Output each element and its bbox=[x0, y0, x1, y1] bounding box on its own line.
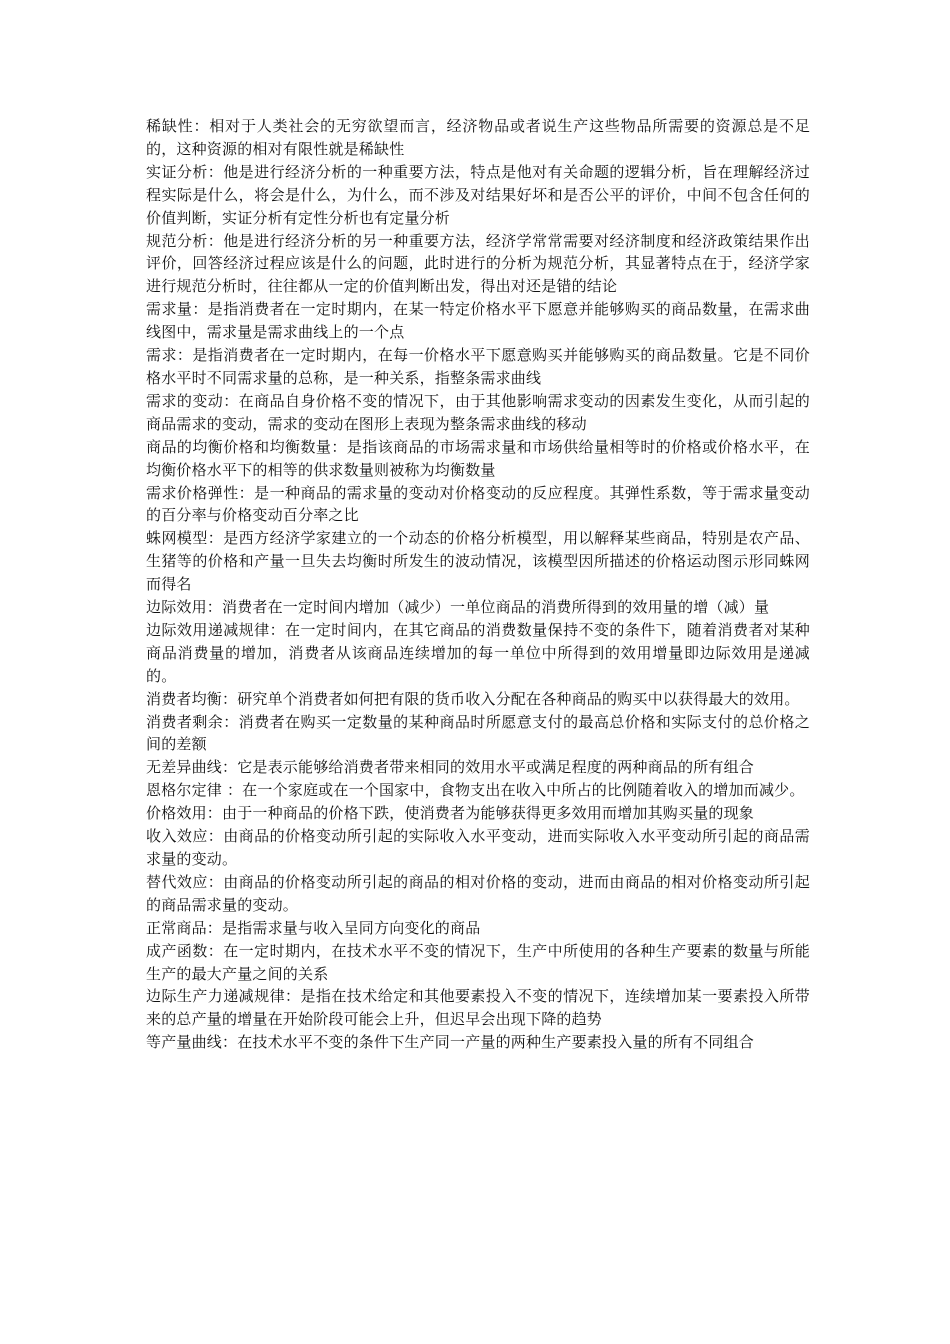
definition-positive-analysis: 实证分析：他是进行经济分析的一种重要方法，特点是他对有关命题的逻辑分析，旨在理解经济过程实际是什么，将会是什么，为什么，而不涉及对结果好坏和是否公平的评价，中间不包含任何的价值判断，实证分析有定性分析也有定量分析 bbox=[146, 162, 810, 227]
definition-income-effect: 收入效应：由商品的价格变动所引起的实际收入水平变动，进而实际收入水平变动所引起的商品需求量的变动。 bbox=[146, 827, 810, 868]
definition-consumer-equilibrium: 消费者均衡：研究单个消费者如何把有限的货币收入分配在各种商品的购买中以获得最大的效用。 bbox=[146, 689, 800, 708]
definition-quantity-demanded: 需求量：是指消费者在一定时期内，在某一特定价格水平下愿意并能够购买的商品数量，在需求曲线图中，需求量是需求曲线上的一个点 bbox=[146, 300, 810, 342]
definition-engel-law: 恩格尔定律 ：在一个家庭或在一个国家中，食物支出在收入中所占的比例随着收入的增加而减少。 bbox=[146, 781, 805, 800]
definition-scarcity: 稀缺性：相对于人类社会的无穷欲望而言，经济物品或者说生产这些物品所需要的资源总是不足的，这种资源的相对有限性就是稀缺性 bbox=[146, 117, 810, 158]
definition-change-in-demand: 需求的变动：在商品自身价格不变的情况下，由于其他影响需求变动的因素发生变化，从而引起的商品需求的变动，需求的变动在图形上表现为整条需求曲线的移动 bbox=[146, 391, 810, 433]
definition-consumer-surplus: 消费者剩余：消费者在购买一定数量的某种商品时所愿意支付的最高总价格和实际支付的总价格之间的差额 bbox=[146, 712, 810, 754]
definition-indifference-curve: 无差异曲线：它是表示能够给消费者带来相同的效用水平或满足程度的两种商品的所有组合 bbox=[146, 758, 755, 777]
definition-demand: 需求：是指消费者在一定时期内，在每一价格水平下愿意购买并能够购买的商品数量。它是不同价格水平时不同需求量的总称，是一种关系，指整条需求曲线 bbox=[146, 346, 810, 387]
definition-diminishing-marginal-productivity: 边际生产力递减规律：是指在技术给定和其他要素投入不变的情况下，连续增加某一要素投入所带来的总产量的增量在开始阶段可能会上升，但迟早会出现下降的趋势 bbox=[146, 987, 810, 1029]
definition-normal-goods: 正常商品：是指需求量与收入呈同方向变化的商品 bbox=[146, 918, 481, 937]
definition-substitution-effect: 替代效应：由商品的价格变动所引起的商品的相对价格的变动，进而由商品的相对价格变动所引起的商品需求量的变动。 bbox=[146, 872, 810, 914]
definition-production-function: 成产函数：在一定时期内，在技术水平不变的情况下，生产中所使用的各种生产要素的数量与所能生产的最大产量之间的关系 bbox=[146, 941, 810, 983]
definition-diminishing-marginal-utility: 边际效用递减规律：在一定时间内，在其它商品的消费数量保持不变的条件下，随着消费者对某种商品消费量的增加，消费者从该商品连续增加的每一单位中所得到的效用增量即边际效用是递减的。 bbox=[146, 620, 810, 685]
definition-cobweb-model: 蛛网模型：是西方经济学家建立的一个动态的价格分析模型，用以解释某些商品，特别是农产品、生猪等的价格和产量一旦失去均衡时所发生的波动情况，该模型因所描述的价格运动图示形同蛛网而得名 bbox=[146, 529, 810, 594]
definition-price-effect: 价格效用：由于一种商品的价格下跌，使消费者为能够获得更多效用而增加其购买量的现象 bbox=[146, 804, 755, 823]
definition-isoquant-curve: 等产量曲线：在技术水平不变的条件下生产同一产量的两种生产要素投入量的所有不同组合 bbox=[146, 1033, 755, 1052]
document-body bbox=[146, 115, 810, 1054]
definition-equilibrium-price: 商品的均衡价格和均衡数量：是指该商品的市场需求量和市场供给量相等时的价格或价格水平，在均衡价格水平下的相等的供求数量则被称为均衡数量 bbox=[146, 437, 810, 479]
definition-price-elasticity: 需求价格弹性：是一种商品的需求量的变动对价格变动的反应程度。其弹性系数，等于需求量变动的百分率与价格变动百分率之比 bbox=[146, 483, 810, 525]
definition-normative-analysis: 规范分析：他是进行经济分析的另一种重要方法，经济学常常需要对经济制度和经济政策结果作出评价，回答经济过程应该是什么的问题，此时进行的分析为规范分析，其显著特点在于，经济学家进行规范分析时，往往都从一定的价值判断出发，得出对还是错的结论 bbox=[146, 231, 810, 296]
definition-marginal-utility: 边际效用：消费者在一定时间内增加（减少）一单位商品的消费所得到的效用量的增（减）量 bbox=[146, 598, 770, 617]
